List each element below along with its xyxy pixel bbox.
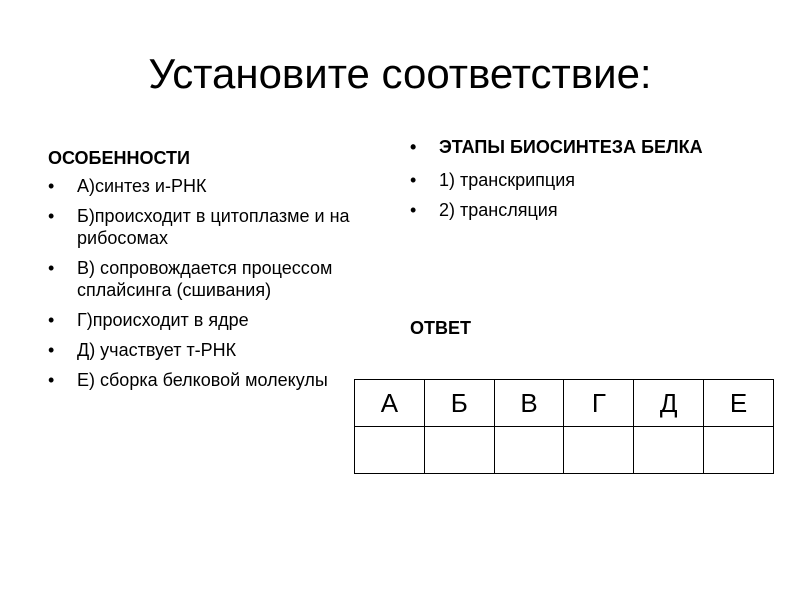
stages-list [410, 136, 710, 221]
list-item-text: 2) трансляция [439, 200, 558, 220]
bullet-icon: • [48, 258, 55, 278]
answer-cell[interactable] [355, 427, 425, 474]
list-item-text: Е) сборка белковой молекулы [77, 370, 328, 390]
stages-column [410, 136, 710, 229]
answer-header-row [355, 380, 774, 427]
list-item-text: Б)происходит в цитоплазме и на рибосомах [77, 206, 350, 248]
stages-heading [410, 136, 710, 158]
list-item-text: Д) участвует т-РНК [77, 340, 237, 360]
bullet-icon: • [410, 170, 417, 190]
list-item [48, 309, 393, 331]
answer-header-cell: А [355, 380, 425, 427]
list-item-text: А)синтез и-РНК [77, 176, 207, 196]
page-title: Установите соответствие: [148, 50, 652, 97]
answer-cell[interactable] [494, 427, 564, 474]
answer-header-cell: Е [704, 380, 774, 427]
features-column [48, 147, 393, 399]
answer-cell[interactable] [564, 427, 634, 474]
answer-header-cell: Г [564, 380, 634, 427]
bullet-icon: • [48, 176, 55, 196]
bullet-icon: • [48, 340, 55, 360]
list-item [48, 175, 393, 197]
stages-heading-text: ЭТАПЫ БИОСИНТЕЗА БЕЛКА [439, 137, 703, 157]
answer-header-cell: Б [424, 380, 494, 427]
bullet-icon: • [48, 310, 55, 330]
bullet-icon: • [410, 200, 417, 220]
answer-label: ОТВЕТ [410, 318, 471, 338]
features-heading: ОСОБЕННОСТИ [48, 148, 190, 168]
list-item [410, 169, 710, 191]
bullet-icon: • [410, 137, 417, 157]
list-item [48, 257, 393, 301]
answer-table [354, 379, 774, 474]
list-item-text: 1) транскрипция [439, 170, 576, 190]
bullet-icon: • [48, 370, 55, 390]
answer-header-cell: В [494, 380, 564, 427]
list-item-text: В) сопровождается процессом сплайсинга (сшивания) [77, 258, 333, 300]
answer-cell[interactable] [704, 427, 774, 474]
answer-cell[interactable] [634, 427, 704, 474]
list-item [410, 199, 710, 221]
features-list [48, 175, 393, 391]
answer-cell[interactable] [424, 427, 494, 474]
list-item [48, 369, 393, 391]
answer-value-row [355, 427, 774, 474]
answer-header-cell: Д [634, 380, 704, 427]
list-item-text: Г)происходит в ядре [77, 310, 249, 330]
list-item [48, 339, 393, 361]
bullet-icon: • [48, 206, 55, 226]
list-item [48, 205, 393, 249]
